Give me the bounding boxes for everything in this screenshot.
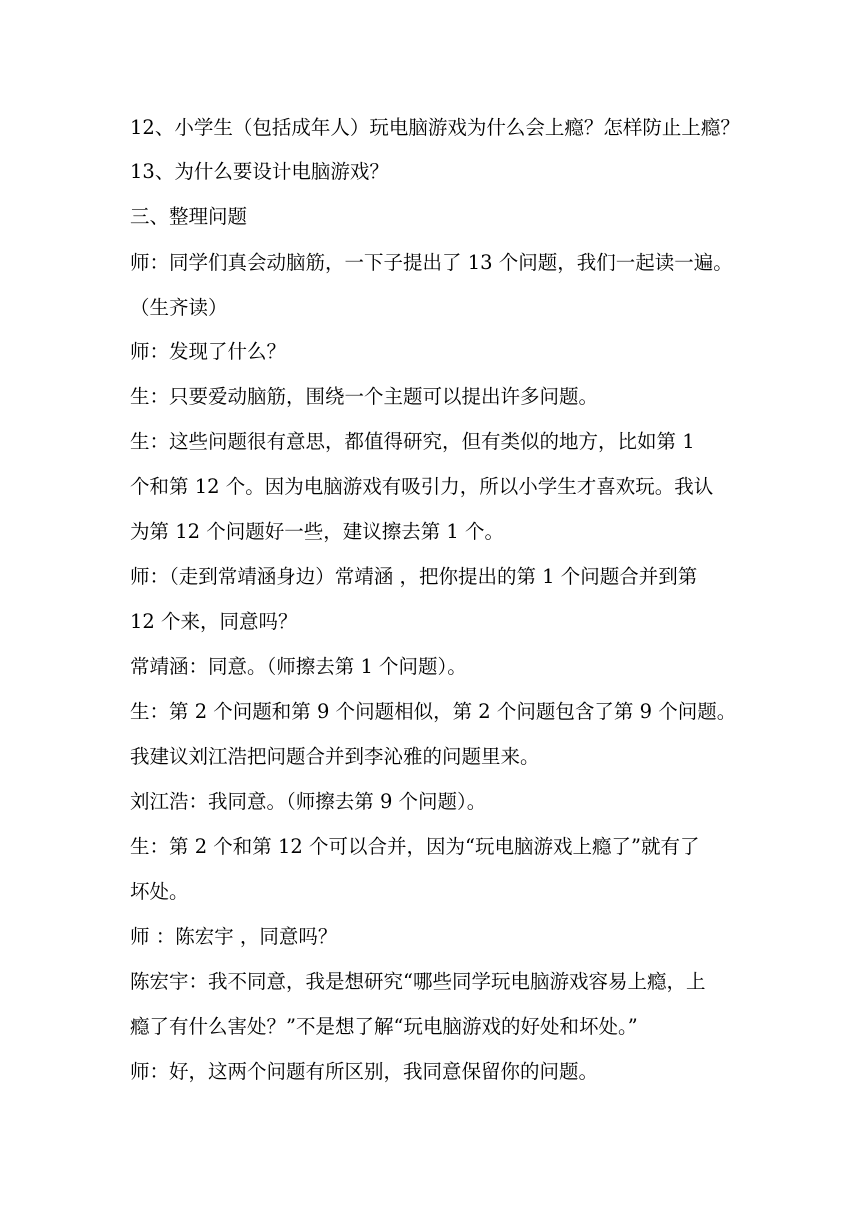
text-line: 生：第 2 个和第 12 个可以合并，因为“玩电脑游戏上瘾了”就有了 — [130, 835, 700, 858]
text-line: 生：第 2 个问题和第 9 个问题相似，第 2 个问题包含了第 9 个问题。 — [130, 700, 737, 723]
text-line: 师 ：陈宏宇 ，同意吗？ — [130, 925, 338, 948]
text-line: 我建议刘江浩把问题合并到李沁雅的问题里来。 — [130, 745, 540, 768]
text-line: 师：发现了什么？ — [130, 340, 287, 363]
text-line: 瘾了有什么害处？”不是想了解“玩电脑游戏的好处和坏处。” — [130, 1015, 638, 1038]
text-line: 生：这些问题很有意思，都值得研究，但有类似的地方，比如第 1 — [130, 430, 695, 453]
text-line: 刘江浩：我同意。（师擦去第 9 个问题）。 — [130, 790, 487, 813]
section-heading: 三、整理问题 — [130, 205, 248, 228]
text-line: 师：同学们真会动脑筋，一下子提出了 13 个问题，我们一起读一遍。 — [130, 251, 733, 274]
text-line: 12 个来，同意吗？ — [130, 610, 298, 633]
text-line: 陈宏宇：我不同意，我是想研究“哪些同学玩电脑游戏容易上瘾，上 — [130, 970, 706, 993]
text-line: 坏处。 — [130, 880, 189, 903]
text-line: 常靖涵：同意。（师擦去第 1 个问题）。 — [130, 655, 467, 678]
text-line: 师：（走到常靖涵身边）常靖涵 ，把你提出的第 1 个问题合并到第 — [130, 565, 698, 588]
text-line: 为第 12 个问题好一些，建议擦去第 1 个。 — [130, 520, 505, 543]
text-line: 师：好，这两个问题有所区别，我同意保留你的问题。 — [130, 1060, 599, 1083]
text-line: 13、为什么要设计电脑游戏？ — [130, 160, 389, 183]
text-line: （生齐读） — [130, 296, 228, 319]
text-line: 个和第 12 个。因为电脑游戏有吸引力，所以小学生才喜欢玩。我认 — [130, 475, 714, 498]
text-line: 生：只要爱动脑筋，围绕一个主题可以提出许多问题。 — [130, 385, 599, 408]
text-line: 12、小学生（包括成年人）玩电脑游戏为什么会上瘾？怎样防止上瘾？ — [130, 116, 740, 139]
